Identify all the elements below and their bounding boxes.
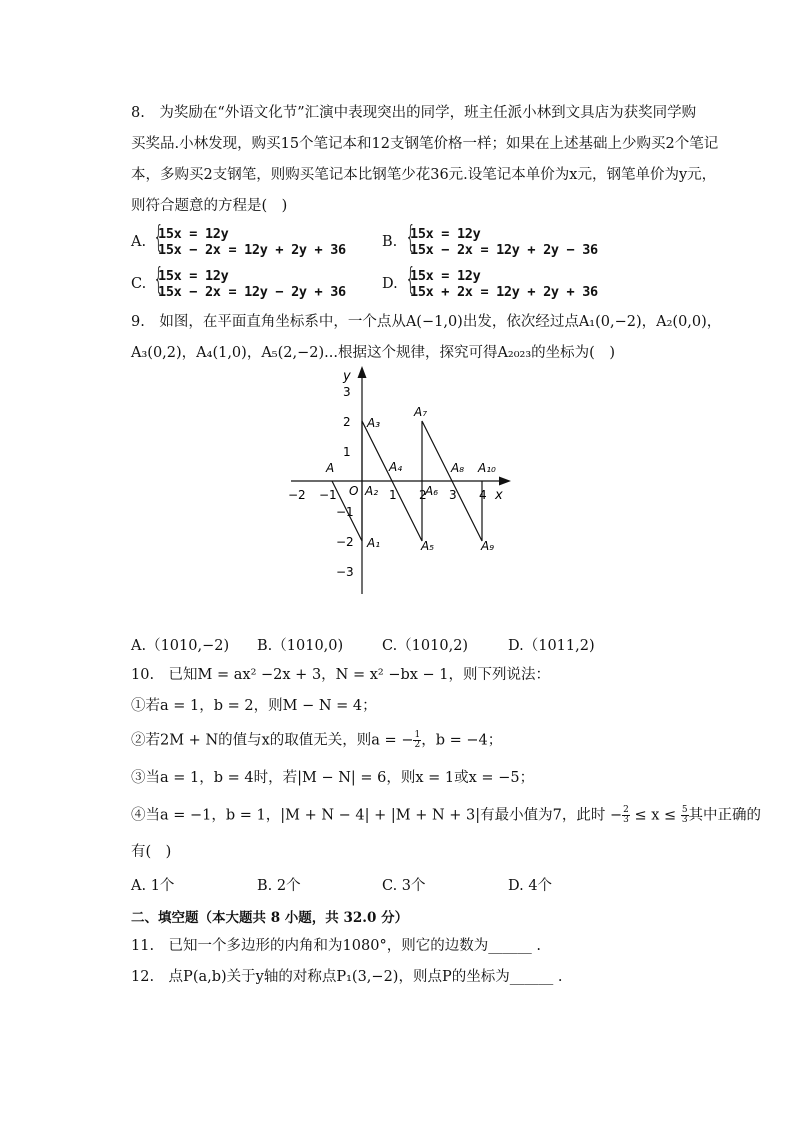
q8-option-d-eq1: 15x = 12y	[410, 268, 481, 284]
q9-option-d: D.（1011,2)	[508, 638, 595, 654]
point-label-a2: A₂	[365, 484, 379, 498]
q8-line3: 本，多购买2支钢笔，则购买笔记本比钢笔少花36元.设笔记本单价为x元，钢笔单价为y元，	[131, 167, 717, 183]
q10-line1: 10. 已知M = ax² −2x + 3，N = x² −bx − 1，则下列说法：	[131, 667, 551, 683]
x-tick-label: 4	[479, 488, 487, 502]
q8-option-d-label: D.	[382, 276, 398, 292]
q10-option-a: A. 1个	[131, 878, 175, 894]
q9-option-b: B.（1010,0)	[257, 638, 344, 654]
fraction	[681, 806, 689, 825]
point-label-a7: A₇	[414, 405, 428, 419]
point-label-a4: A₄	[389, 460, 403, 474]
q8-option-a-eq2: 15x − 2x = 12y + 2y + 36	[158, 242, 346, 258]
point-label-a6: A₆	[425, 484, 439, 498]
q8-option-c-system: { 15x = 12y 15x − 2x = 12y − 2y + 36	[153, 262, 346, 300]
y-tick-label: −1	[336, 505, 354, 519]
q10-statement-1: ①若a = 1，b = 2，则M − N = 4；	[131, 698, 377, 714]
point-label-a1: A₁	[367, 536, 381, 550]
section-heading-fill-in: 二、填空题（本大题共 8 小题，共 32.0 分）	[131, 910, 409, 926]
q9-coordinate-graph	[283, 362, 523, 602]
q11-text: 11. 已知一个多边形的内角和为1080°，则它的边数为______ .	[131, 938, 541, 954]
origin-label: O	[349, 484, 359, 498]
point-label-a9: A₉	[481, 539, 495, 553]
fraction-numerator: 5	[681, 805, 688, 815]
y-axis-arrow	[358, 366, 367, 378]
q8-option-d-eq2: 15x + 2x = 12y + 2y + 36	[410, 284, 598, 300]
q9-option-a: A.（1010,−2)	[131, 638, 230, 654]
q8-line4: 则符合题意的方程是( )	[131, 198, 288, 214]
y-tick-label: 2	[343, 415, 351, 429]
y-tick-label: −3	[336, 565, 354, 579]
fraction-numerator: 1	[414, 730, 421, 740]
x-tick-label: 2	[419, 488, 427, 502]
fraction-numerator: 2	[623, 805, 629, 815]
q8-option-b-label: B.	[382, 234, 398, 250]
q10-option-b: B. 2个	[257, 878, 301, 894]
x-tick-label: −1	[319, 488, 337, 502]
point-label-a10: A₁₀	[478, 461, 496, 475]
fraction	[622, 806, 630, 825]
q8-option-a-label: A.	[131, 234, 147, 250]
point-label-a: A	[326, 461, 335, 475]
q10-statement-4-line2: 有( )	[131, 844, 172, 860]
q8-option-d-system: { 15x = 12y 15x + 2x = 12y + 2y + 36	[405, 262, 598, 300]
y-tick-label: 1	[343, 445, 351, 459]
x-tick-label: 1	[389, 488, 397, 502]
fraction-denominator: 3	[681, 815, 688, 825]
q8-line2: 买奖品.小林发现，购买15个笔记本和12支钢笔价格一样；如果在上述基础上少购买2个笔记	[131, 136, 719, 152]
y-axis-label: y	[343, 369, 351, 384]
q10-statement-3: ③当a = 1，b = 4时，若|M − N| = 6，则x = 1或x = −5；	[131, 770, 535, 786]
x-axis-label: x	[495, 488, 503, 503]
q8-option-a-eq1: 15x = 12y	[158, 226, 229, 242]
q10-s4-text-c: 其中正确的	[688, 807, 762, 824]
point-label-a3: A₃	[367, 416, 381, 430]
fraction-denominator: 2	[414, 740, 421, 750]
q10-statement-2	[131, 731, 502, 750]
q8-option-c-eq2: 15x − 2x = 12y − 2y + 36	[158, 284, 346, 300]
q10-s2-text-b: ，b = −4；	[421, 732, 503, 749]
q10-option-c: C. 3个	[382, 878, 426, 894]
q8-option-b-eq2: 15x − 2x = 12y + 2y − 36	[410, 242, 598, 258]
q12-text: 12. 点P(a,b)关于y轴的对称点P₁(3,−2)，则点P的坐标为______ .	[131, 969, 563, 985]
q10-s4-text-a: ④当a = −1，b = 1，|M + N − 4| + |M + N + 3|有最小值为7，此时 −	[131, 807, 623, 824]
q10-option-d: D. 4个	[508, 878, 553, 894]
q8-option-b-system: { 15x = 12y 15x − 2x = 12y + 2y − 36	[405, 220, 598, 258]
fraction-denominator: 3	[623, 815, 629, 825]
q8-option-c-eq1: 15x = 12y	[158, 268, 229, 284]
x-axis-arrow	[499, 477, 511, 486]
x-tick-label: −2	[288, 488, 306, 502]
q10-s2-text-a: ②若2M + N的值与x的取值无关，则a = −	[131, 732, 414, 749]
q8-option-c-label: C.	[131, 276, 147, 292]
point-label-a5: A₅	[421, 539, 435, 553]
q9-option-c: C.（1010,2)	[382, 638, 469, 654]
q10-s4-text-b: ≤ x ≤	[629, 807, 681, 824]
q8-option-b-eq1: 15x = 12y	[410, 226, 481, 242]
q8-option-a-system: { 15x = 12y 15x − 2x = 12y + 2y + 36	[153, 220, 346, 258]
q10-statement-4	[131, 806, 761, 825]
y-tick-label: 3	[343, 385, 351, 399]
q9-line1: 9. 如图，在平面直角坐标系中，一个点从A(−1,0)出发，依次经过点A₁(0,−2)，A₂(0,0)，	[131, 314, 722, 330]
point-label-a8: A₈	[451, 461, 465, 475]
q8-line1: 8. 为奖励在“外语文化节”汇演中表现突出的同学，班主任派小林到文具店为获奖同学购	[131, 105, 697, 121]
q9-line2: A₃(0,2)，A₄(1,0)，A₅(2,−2)...根据这个规律，探究可得A₂₀₂₃的坐标为( )	[131, 345, 615, 361]
y-tick-label: −2	[336, 535, 354, 549]
x-tick-label: 3	[449, 488, 457, 502]
